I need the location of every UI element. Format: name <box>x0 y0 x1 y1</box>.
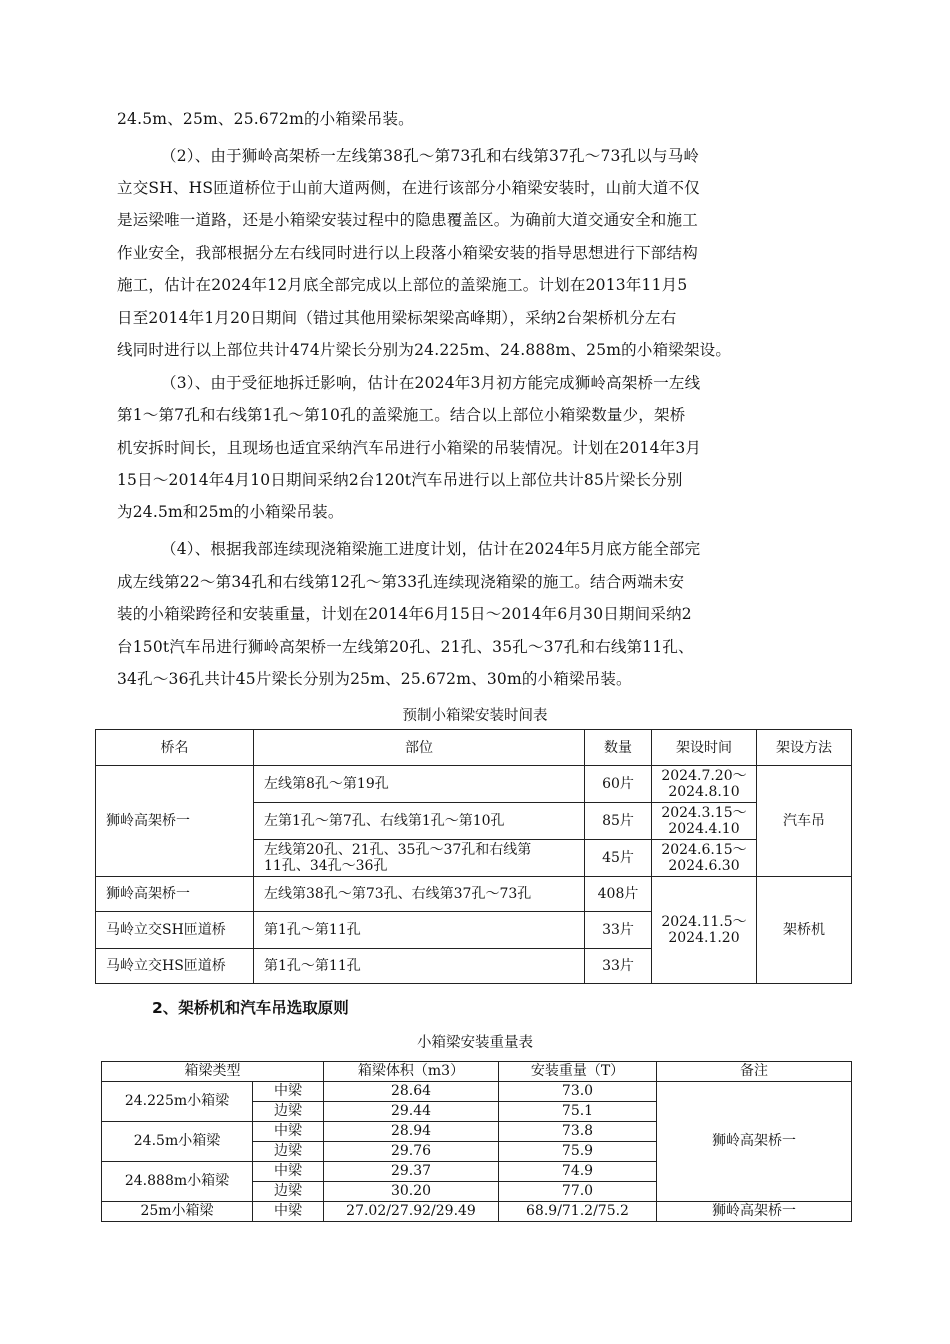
column-header: 数量 <box>585 730 652 766</box>
time-cell <box>652 840 757 877</box>
weight-cell: 73.0 <box>499 1082 657 1102</box>
text-line: 为24.5m和25m的小箱梁吊装。 <box>117 503 344 521</box>
time-end: 2024.1.20 <box>668 930 740 946</box>
column-header: 架设时间 <box>652 730 757 766</box>
method-cell: 架桥机 <box>757 877 852 984</box>
quantity-cell: 85片 <box>585 803 652 840</box>
text-line: 日至2014年1月20日期间（错过其他用梁标架梁高峰期），采纳2台架桥机分左右 <box>117 309 677 327</box>
column-header: 备注 <box>657 1062 852 1082</box>
text-line: （2）、由于狮岭高架桥一左线第38孔～第73孔和右线第37孔～73孔以与马岭 <box>161 147 700 165</box>
quantity-cell: 33片 <box>585 949 652 984</box>
time-start: 2024.11.5～ <box>661 914 747 930</box>
volume-cell: 28.64 <box>324 1082 499 1102</box>
time-cell <box>652 803 757 840</box>
beam-position-cell: 中梁 <box>253 1082 324 1102</box>
time-end: 2024.6.30 <box>668 858 740 874</box>
text-line: 施工，估计在2024年12月底全部完成以上部位的盖梁施工。计划在2013年11月5 <box>117 276 688 294</box>
time-cell <box>652 766 757 803</box>
part-line: 11孔、34孔～36孔 <box>264 858 388 874</box>
beam-type-cell: 24.888m小箱梁 <box>102 1162 253 1202</box>
part-cell <box>254 840 585 877</box>
column-header: 架设方法 <box>757 730 852 766</box>
volume-cell: 30.20 <box>324 1182 499 1202</box>
table-row <box>102 1202 852 1222</box>
beam-type-cell: 24.5m小箱梁 <box>102 1122 253 1162</box>
text-line: 作业安全，我部根据分左右线同时进行以上段落小箱梁安装的指导思想进行下部结构 <box>117 244 698 262</box>
table-row <box>96 766 852 803</box>
text-line: （4）、根据我部连续现浇箱梁施工进度计划，估计在2024年5月底方能全部完 <box>161 540 701 558</box>
text-line: 装的小箱梁跨径和安装重量，计划在2014年6月15日～2014年6月30日期间采纳2 <box>117 605 692 623</box>
text-line: 15日～2014年4月10日期间采纳2台120t汽车吊进行以上部位共计85片梁长分别 <box>117 471 683 489</box>
volume-cell: 29.76 <box>324 1142 499 1162</box>
beam-position-cell: 边梁 <box>253 1182 324 1202</box>
section-heading: 2、架桥机和汽车吊选取原则 <box>152 999 349 1017</box>
table-header-row <box>102 1062 852 1082</box>
weight-cell: 75.1 <box>499 1102 657 1122</box>
weight-cell: 77.0 <box>499 1182 657 1202</box>
beam-position-cell: 中梁 <box>253 1162 324 1182</box>
volume-cell: 27.02/27.92/29.49 <box>324 1202 499 1222</box>
part-cell: 左第1孔～第7孔、右线第1孔～第10孔 <box>254 803 585 840</box>
part-cell: 左线第8孔～第19孔 <box>254 766 585 803</box>
beam-position-cell: 边梁 <box>253 1142 324 1162</box>
time-end: 2024.4.10 <box>668 821 740 837</box>
text-line: 是运梁唯一道路，还是小箱梁安装过程中的隐患覆盖区。为确前大道交通安全和施工 <box>117 211 698 229</box>
table2-caption: 小箱梁安装重量表 <box>417 1035 533 1051</box>
table-header-row <box>96 730 852 766</box>
text-line: 立交SH、HS匝道桥位于山前大道两侧，在进行该部分小箱梁安装时，山前大道不仅 <box>117 179 700 197</box>
time-start: 2024.7.20～ <box>661 768 747 784</box>
note-cell: 狮岭高架桥一 <box>657 1082 852 1202</box>
installation-weight-table <box>101 1061 852 1222</box>
part-cell: 第1孔～第11孔 <box>254 949 585 984</box>
volume-cell: 29.44 <box>324 1102 499 1122</box>
table1-caption: 预制小箱梁安装时间表 <box>402 708 548 724</box>
time-end: 2024.8.10 <box>668 784 740 800</box>
part-cell: 左线第38孔～第73孔、右线第37孔～73孔 <box>254 877 585 912</box>
bridge-name-cell: 马岭立交SH匝道桥 <box>96 912 254 949</box>
table-row <box>102 1082 852 1102</box>
text-line: （3）、由于受征地拆迁影响，估计在2024年3月初方能完成狮岭高架桥一左线 <box>161 374 701 392</box>
part-line: 左线第20孔、21孔、35孔～37孔和右线第 <box>264 842 532 858</box>
quantity-cell: 45片 <box>585 840 652 877</box>
column-header: 桥名 <box>96 730 254 766</box>
bridge-name-cell: 狮岭高架桥一 <box>96 766 254 877</box>
beam-type-cell: 25m小箱梁 <box>102 1202 253 1222</box>
weight-cell: 68.9/71.2/75.2 <box>499 1202 657 1222</box>
quantity-cell: 33片 <box>585 912 652 949</box>
weight-cell: 74.9 <box>499 1162 657 1182</box>
bridge-name-cell: 狮岭高架桥一 <box>96 877 254 912</box>
paragraph-continuation: 24.5m、25m、25.672m的小箱梁吊装。 <box>117 110 414 128</box>
weight-cell: 75.9 <box>499 1142 657 1162</box>
beam-position-cell: 中梁 <box>253 1122 324 1142</box>
table-row <box>96 877 852 912</box>
time-cell <box>652 877 757 984</box>
time-start: 2024.6.15～ <box>661 842 747 858</box>
quantity-cell: 408片 <box>585 877 652 912</box>
beam-type-cell: 24.225m小箱梁 <box>102 1082 253 1122</box>
time-start: 2024.3.15～ <box>661 805 747 821</box>
method-cell: 汽车吊 <box>757 766 852 877</box>
column-header: 部位 <box>254 730 585 766</box>
text-line: 机安拆时间长，且现场也适宜采纳汽车吊进行小箱梁的吊装情况。计划在2014年3月 <box>117 439 702 457</box>
column-header: 箱梁类型 <box>102 1062 324 1082</box>
installation-schedule-table <box>95 729 852 984</box>
quantity-cell: 60片 <box>585 766 652 803</box>
volume-cell: 28.94 <box>324 1122 499 1142</box>
weight-cell: 73.8 <box>499 1122 657 1142</box>
text-line: 线同时进行以上部位共计474片梁长分别为24.225m、24.888m、25m的小箱梁架设。 <box>117 341 732 359</box>
column-header: 箱梁体积（m3） <box>324 1062 499 1082</box>
note-cell: 狮岭高架桥一 <box>657 1202 852 1222</box>
text-line: 成左线第22～第34孔和右线第12孔～第33孔连续现浇箱梁的施工。结合两端未安 <box>117 573 685 591</box>
column-header: 安装重量（T） <box>499 1062 657 1082</box>
text-line: 台150t汽车吊进行狮岭高架桥一左线第20孔、21孔、35孔～37孔和右线第11孔、 <box>117 638 694 656</box>
text-line: 34孔～36孔共计45片梁长分别为25m、25.672m、30m的小箱梁吊装。 <box>117 670 632 688</box>
volume-cell: 29.37 <box>324 1162 499 1182</box>
beam-position-cell: 中梁 <box>253 1202 324 1222</box>
beam-position-cell: 边梁 <box>253 1102 324 1122</box>
text-line: 第1～第7孔和右线第1孔～第10孔的盖梁施工。结合以上部位小箱梁数量少，架桥 <box>117 406 686 424</box>
part-cell: 第1孔～第11孔 <box>254 912 585 949</box>
bridge-name-cell: 马岭立交HS匝道桥 <box>96 949 254 984</box>
